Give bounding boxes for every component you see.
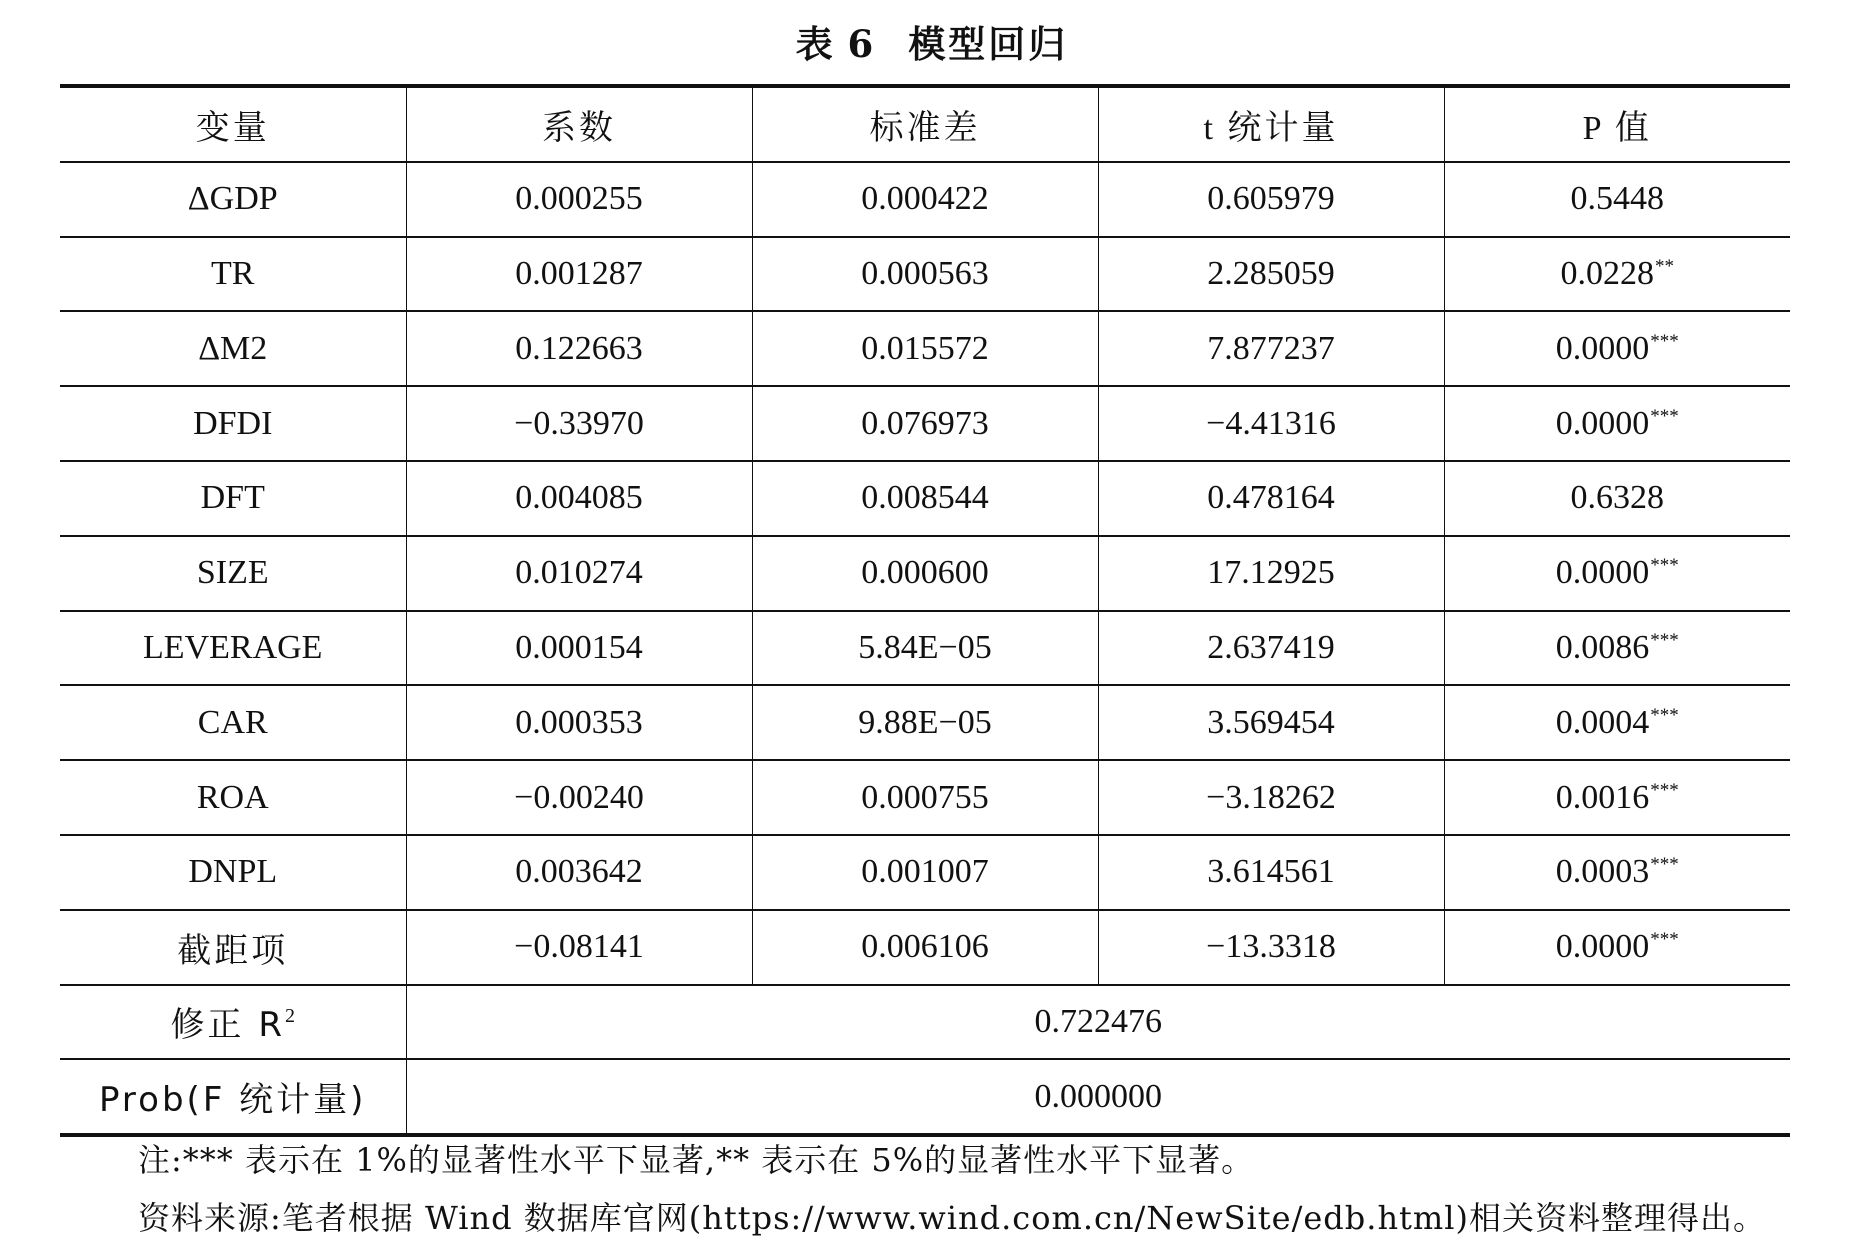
superscript: 2 (284, 1005, 295, 1028)
cell-coefficient: −0.33970 (406, 386, 752, 461)
cell-std-error: 0.000422 (752, 162, 1098, 237)
summary-row (60, 985, 1790, 1060)
significance-marker: *** (1650, 779, 1679, 801)
cell-p-value: 0.0000*** (1444, 311, 1790, 386)
cell-variable: ΔM2 (60, 311, 406, 386)
table-number: 表 6 (795, 22, 875, 66)
cell-std-error: 0.000600 (752, 536, 1098, 611)
cell-variable: SIZE (60, 536, 406, 611)
summary-label: 修正 $R^2$ (60, 985, 406, 1060)
table-row (60, 536, 1790, 611)
cell-variable: ΔGDP (60, 162, 406, 237)
table-row (60, 311, 1790, 386)
cell-t-stat: 3.614561 (1098, 835, 1444, 910)
significance-marker: *** (1650, 854, 1679, 876)
cell-variable: DNPL (60, 835, 406, 910)
cell-coefficient: 0.001287 (406, 237, 752, 312)
summary-value: 0.722476 (406, 985, 1790, 1060)
cell-std-error: 0.001007 (752, 835, 1098, 910)
cell-coefficient: 0.000255 (406, 162, 752, 237)
table-row (60, 685, 1790, 760)
cell-p-value: 0.6328 (1444, 461, 1790, 536)
table-row (60, 760, 1790, 835)
significance-marker: ** (1655, 255, 1674, 277)
header-std-error: 标准差 (752, 86, 1098, 162)
cell-p-value: 0.0000*** (1444, 386, 1790, 461)
cell-p-value: 0.0228** (1444, 237, 1790, 312)
cell-t-stat: −4.41316 (1098, 386, 1444, 461)
significance-marker: *** (1650, 704, 1679, 726)
cell-p-value: 0.0000*** (1444, 910, 1790, 985)
table-title (0, 14, 1864, 68)
table-row (60, 237, 1790, 312)
cell-t-stat: 7.877237 (1098, 311, 1444, 386)
cell-coefficient: 0.004085 (406, 461, 752, 536)
cell-std-error: 9.88E−05 (752, 685, 1098, 760)
cell-t-stat: 0.605979 (1098, 162, 1444, 237)
summary-label: Prob(F 统计量) (60, 1059, 406, 1135)
cell-t-stat: 2.637419 (1098, 611, 1444, 686)
cell-t-stat: 2.285059 (1098, 237, 1444, 312)
header-coefficient: 系数 (406, 86, 752, 162)
cell-t-stat: −13.3318 (1098, 910, 1444, 985)
cell-coefficient: 0.003642 (406, 835, 752, 910)
table-body (60, 162, 1790, 1135)
significance-marker: *** (1650, 929, 1679, 951)
cell-variable: LEVERAGE (60, 611, 406, 686)
significance-marker: *** (1650, 405, 1679, 427)
significance-note: 注:*** 表示在 1%的显著性水平下显著,** 表示在 5%的显著性水平下显著。 (138, 1141, 1255, 1179)
header-p-value: P 值 (1444, 86, 1790, 162)
table-row (60, 386, 1790, 461)
cell-p-value: 0.0086*** (1444, 611, 1790, 686)
cell-coefficient: −0.00240 (406, 760, 752, 835)
cell-std-error: 0.015572 (752, 311, 1098, 386)
cell-variable: CAR (60, 685, 406, 760)
cell-std-error: 0.008544 (752, 461, 1098, 536)
cell-p-value: 0.5448 (1444, 162, 1790, 237)
cell-coefficient: 0.122663 (406, 311, 752, 386)
significance-marker: *** (1650, 555, 1679, 577)
cell-variable: TR (60, 237, 406, 312)
cell-variable: ROA (60, 760, 406, 835)
cell-std-error: 0.076973 (752, 386, 1098, 461)
cell-p-value: 0.0000*** (1444, 536, 1790, 611)
cell-coefficient: 0.000353 (406, 685, 752, 760)
summary-row (60, 1059, 1790, 1135)
cell-p-value: 0.0003*** (1444, 835, 1790, 910)
table-row (60, 835, 1790, 910)
cell-t-stat: 17.12925 (1098, 536, 1444, 611)
cell-variable: 截距项 (60, 910, 406, 985)
cell-t-stat: 0.478164 (1098, 461, 1444, 536)
header-row (60, 86, 1790, 162)
table-caption: 模型回归 (908, 23, 1069, 66)
header-t-stat: t 统计量 (1098, 86, 1444, 162)
summary-value: 0.000000 (406, 1059, 1790, 1135)
cell-variable: DFT (60, 461, 406, 536)
table-row (60, 162, 1790, 237)
cell-p-value: 0.0016*** (1444, 760, 1790, 835)
cell-t-stat: 3.569454 (1098, 685, 1444, 760)
table-row (60, 910, 1790, 985)
source-note: 资料来源:笔者根据 Wind 数据库官网(https://www.wind.com.cn/NewSite/edb.html)相关资料整理得出。 (138, 1199, 1766, 1237)
cell-p-value: 0.0004*** (1444, 685, 1790, 760)
cell-variable: DFDI (60, 386, 406, 461)
cell-coefficient: 0.000154 (406, 611, 752, 686)
table-row (60, 461, 1790, 536)
cell-coefficient: 0.010274 (406, 536, 752, 611)
significance-marker: *** (1650, 629, 1679, 651)
cell-std-error: 5.84E−05 (752, 611, 1098, 686)
table-row (60, 611, 1790, 686)
regression-table (60, 84, 1790, 1137)
cell-std-error: 0.000563 (752, 237, 1098, 312)
cell-std-error: 0.000755 (752, 760, 1098, 835)
significance-marker: *** (1650, 330, 1679, 352)
cell-coefficient: −0.08141 (406, 910, 752, 985)
cell-std-error: 0.006106 (752, 910, 1098, 985)
header-variable: 变量 (60, 86, 406, 162)
cell-t-stat: −3.18262 (1098, 760, 1444, 835)
